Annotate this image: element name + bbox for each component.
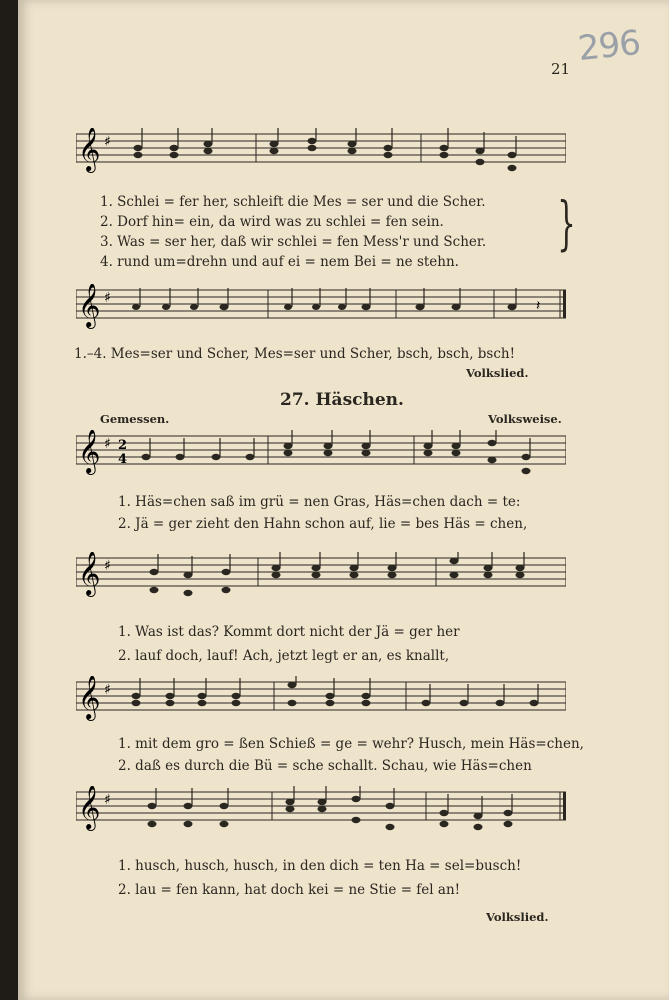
source-bottom: Volkslied. — [486, 910, 549, 924]
haeschen-line-4-v2: 2. lau = fen kann, hat doch kei = ne Stie = fel an! — [118, 882, 461, 898]
source-top: Volkslied. — [466, 366, 529, 380]
haeschen-line-1-v2: 2. Jä = ger zieht den Hahn schon auf, lie = bes Häs = chen, — [118, 516, 528, 532]
time-signature-bottom: 4 — [118, 452, 128, 467]
svg-text:♯: ♯ — [104, 134, 111, 150]
verse-line-2: 2. Dorf hin= ein, da wird was zu schlei = fen sein. — [100, 214, 444, 230]
page-number: 21 — [551, 60, 571, 78]
book-page — [18, 0, 669, 1000]
music-staff-2 — [76, 284, 566, 327]
music-staff-3 — [76, 430, 566, 473]
music-staff-1 — [76, 128, 566, 171]
haeschen-line-3-v1: 1. mit dem gro = ßen Schieß = ge = wehr? Husch, mein Häs=chen, — [118, 736, 584, 752]
svg-text:𝄞: 𝄞 — [78, 552, 101, 595]
haeschen-line-2-v2: 2. lauf doch, lauf! Ach, jetzt legt er an, es knallt, — [118, 648, 450, 664]
verse-brace: } — [557, 189, 576, 257]
svg-text:♯: ♯ — [104, 792, 111, 808]
svg-text:𝄞: 𝄞 — [78, 676, 101, 719]
svg-text:𝄞: 𝄞 — [78, 284, 101, 327]
svg-text:𝄞: 𝄞 — [78, 786, 101, 829]
handwritten-page-number: 296 — [576, 22, 642, 70]
svg-text:♯: ♯ — [104, 436, 111, 452]
music-staff-5 — [76, 676, 566, 719]
song-title: 27. Häschen. — [280, 390, 404, 410]
haeschen-line-1-v1: 1. Häs=chen saß im grü = nen Gras, Häs=chen dach = te: — [118, 494, 521, 510]
refrain-line: 1.–4. Mes=ser und Scher, Mes=ser und Scher, bsch, bsch, bsch! — [74, 346, 516, 362]
melody-source: Volksweise. — [488, 412, 562, 426]
svg-text:𝄞: 𝄞 — [78, 430, 101, 473]
verse-line-3: 3. Was = ser her, daß wir schlei = fen Mess'r und Scher. — [100, 234, 487, 250]
music-staff-6 — [76, 786, 566, 829]
tempo-marking: Gemessen. — [100, 412, 170, 426]
verse-line-1: 1. Schlei = fer her, schleift die Mes = ser und die Scher. — [100, 194, 486, 210]
svg-text:𝄽: 𝄽 — [536, 298, 541, 314]
music-staff-4 — [76, 552, 566, 595]
haeschen-line-4-v1: 1. husch, husch, husch, in den dich = ten Ha = sel=busch! — [118, 858, 522, 874]
verse-line-4: 4. rund um=drehn und auf ei = nem Bei = ne stehn. — [100, 254, 459, 270]
haeschen-line-3-v2: 2. daß es durch die Bü = sche schallt. Schau, wie Häs=chen — [118, 758, 532, 774]
haeschen-line-2-v1: 1. Was ist das? Kommt dort nicht der Jä = ger her — [118, 624, 460, 640]
svg-text:♯: ♯ — [104, 682, 111, 698]
svg-text:♯: ♯ — [104, 558, 111, 574]
time-signature-top: 2 — [118, 438, 128, 453]
svg-text:𝄞: 𝄞 — [78, 128, 101, 171]
svg-text:♯: ♯ — [104, 290, 111, 306]
